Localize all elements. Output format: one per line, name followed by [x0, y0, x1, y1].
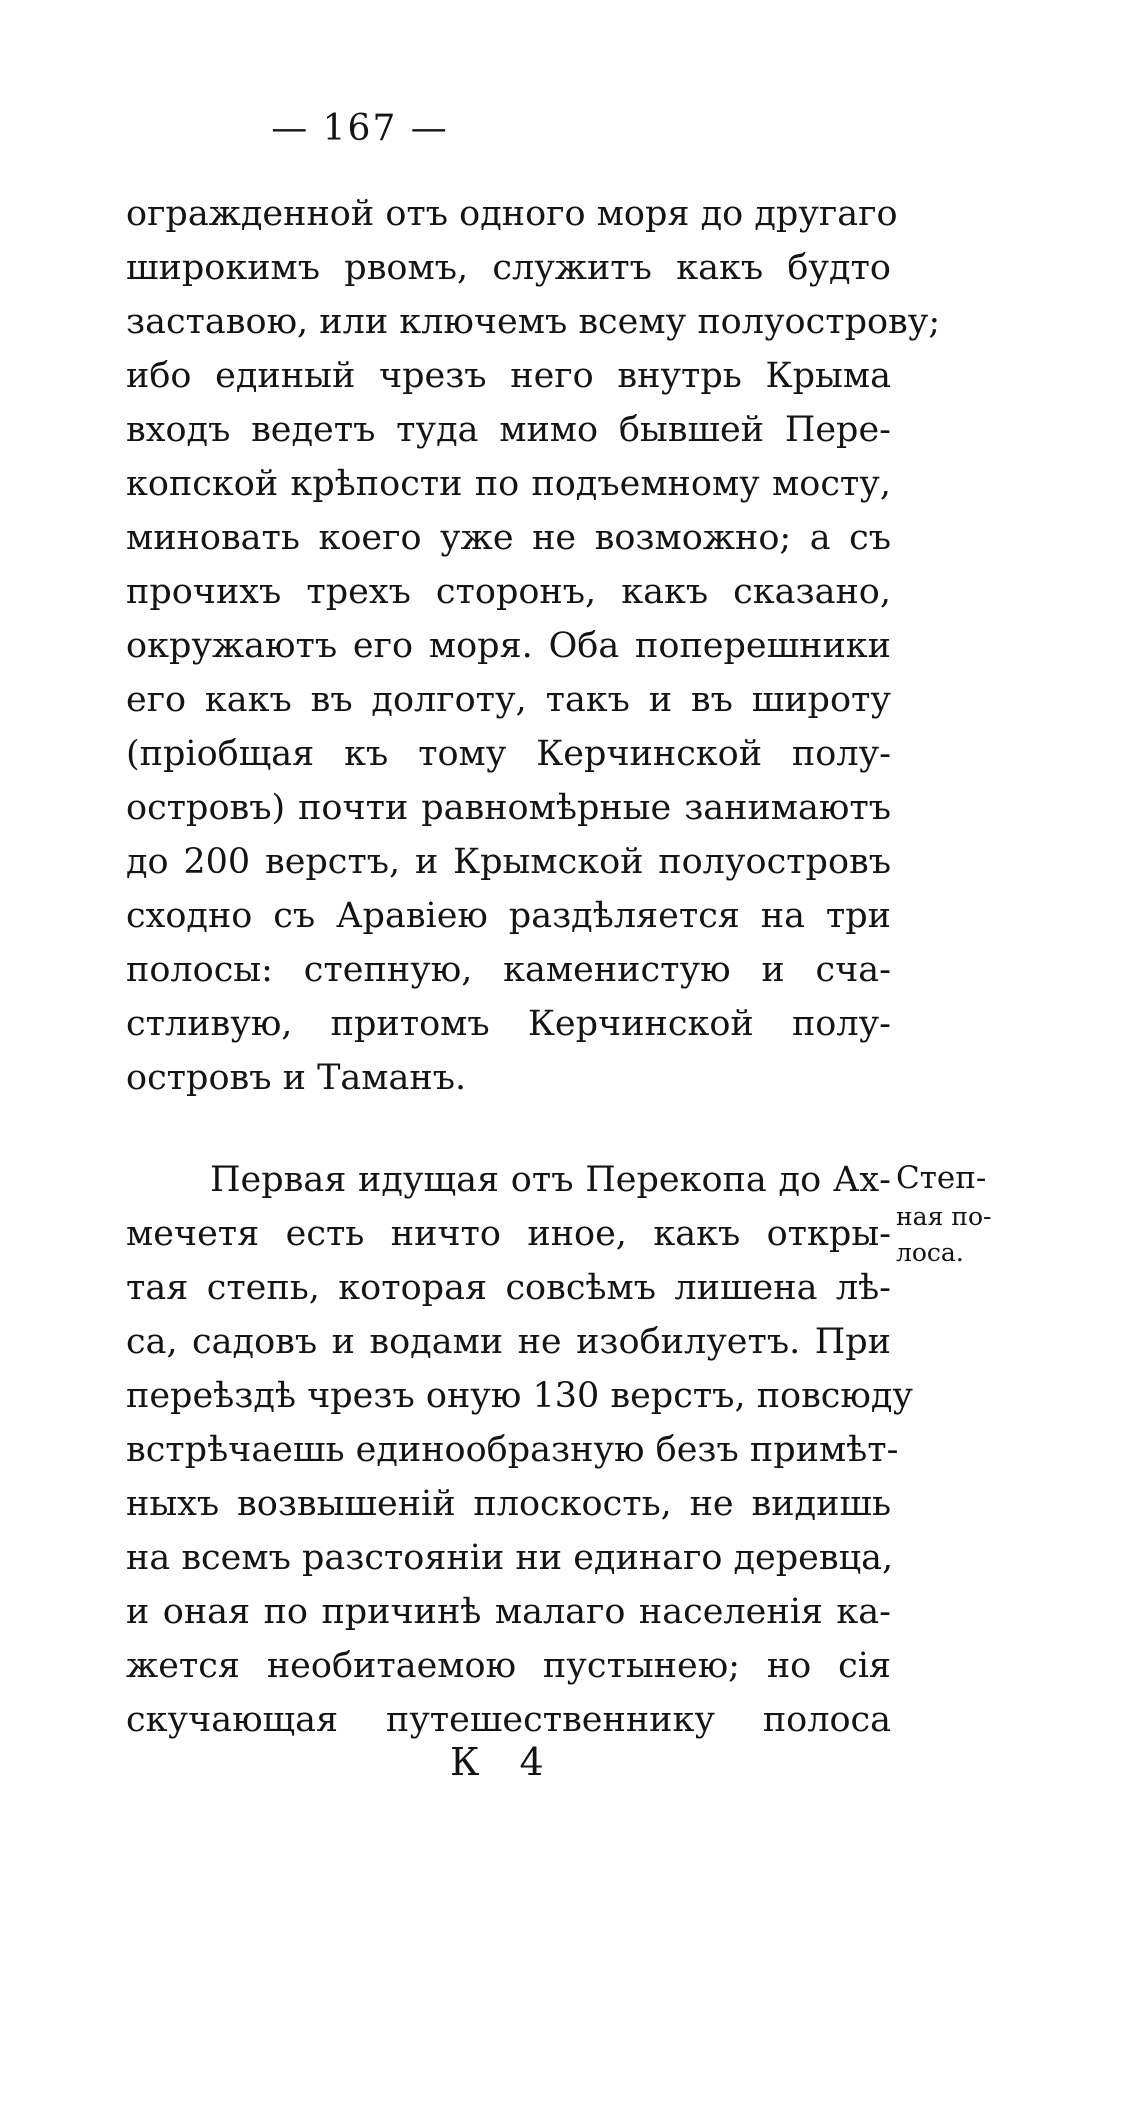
text-line: (пріобщая къ тому Керчинской полу- [126, 734, 891, 774]
text-line: и оная по причинѣ малаго населенія ка- [126, 1592, 891, 1632]
text-line: окружаютъ его моря. Оба поперешники [126, 626, 891, 666]
marginal-note-line: ная по- [896, 1202, 992, 1231]
text-line: огражденной отъ одного моря до другаго [126, 194, 898, 234]
marginal-note-line: лоса. [896, 1238, 964, 1267]
text-line: ныхъ возвышеній плоскость, не видишь [126, 1484, 891, 1524]
text-line: стливую, притомъ Керчинской полу- [126, 1004, 891, 1044]
text-line: копской крѣпости по подъемному мосту, [126, 464, 891, 504]
text-line: переѣздѣ чрезъ оную 130 верстъ, повсюду [126, 1376, 914, 1416]
text-line: его какъ въ долготу, такъ и въ широту [126, 680, 891, 720]
text-line: тая степь, которая совсѣмъ лишена лѣ- [126, 1268, 891, 1308]
text-line: Первая идущая отъ Перекопа до Ах- [210, 1160, 891, 1200]
page-number: — 167 — [271, 108, 449, 149]
text-line: жется необитаемою пустынею; но сія [126, 1646, 891, 1686]
text-line: миновать коего уже не возможно; а съ [126, 518, 891, 558]
signature-mark: К 4 [450, 1740, 558, 1784]
text-line: до 200 верстъ, и Крымской полуостровъ [126, 842, 891, 882]
text-line: встрѣчаешь единообразную безъ примѣт- [126, 1430, 899, 1470]
text-line: широкимъ рвомъ, служитъ какъ будто [126, 248, 891, 288]
text-line: входъ ведетъ туда мимо бывшей Пере- [126, 410, 891, 450]
text-line: островъ и Таманъ. [126, 1058, 467, 1098]
text-line: мечетя есть ничто иное, какъ откры- [126, 1214, 891, 1254]
text-line: прочихъ трехъ сторонъ, какъ сказано, [126, 572, 891, 612]
text-line: сходно съ Аравіею раздѣляется на три [126, 896, 891, 936]
text-line: полосы: степную, каменистую и сча- [126, 950, 891, 990]
text-line: заставою, или ключемъ всему полуострову; [126, 302, 941, 342]
text-line: островъ) почти равномѣрные занимаютъ [126, 788, 891, 828]
marginal-note-line: Степ- [896, 1160, 987, 1196]
text-line: са, садовъ и водами не изобилуетъ. При [126, 1322, 891, 1362]
text-line: на всемъ разстояніи ни единаго деревца, [126, 1538, 894, 1578]
text-line: ибо единый чрезъ него внутрь Крыма [126, 356, 891, 396]
text-line: скучающая путешественнику полоса [126, 1700, 891, 1740]
